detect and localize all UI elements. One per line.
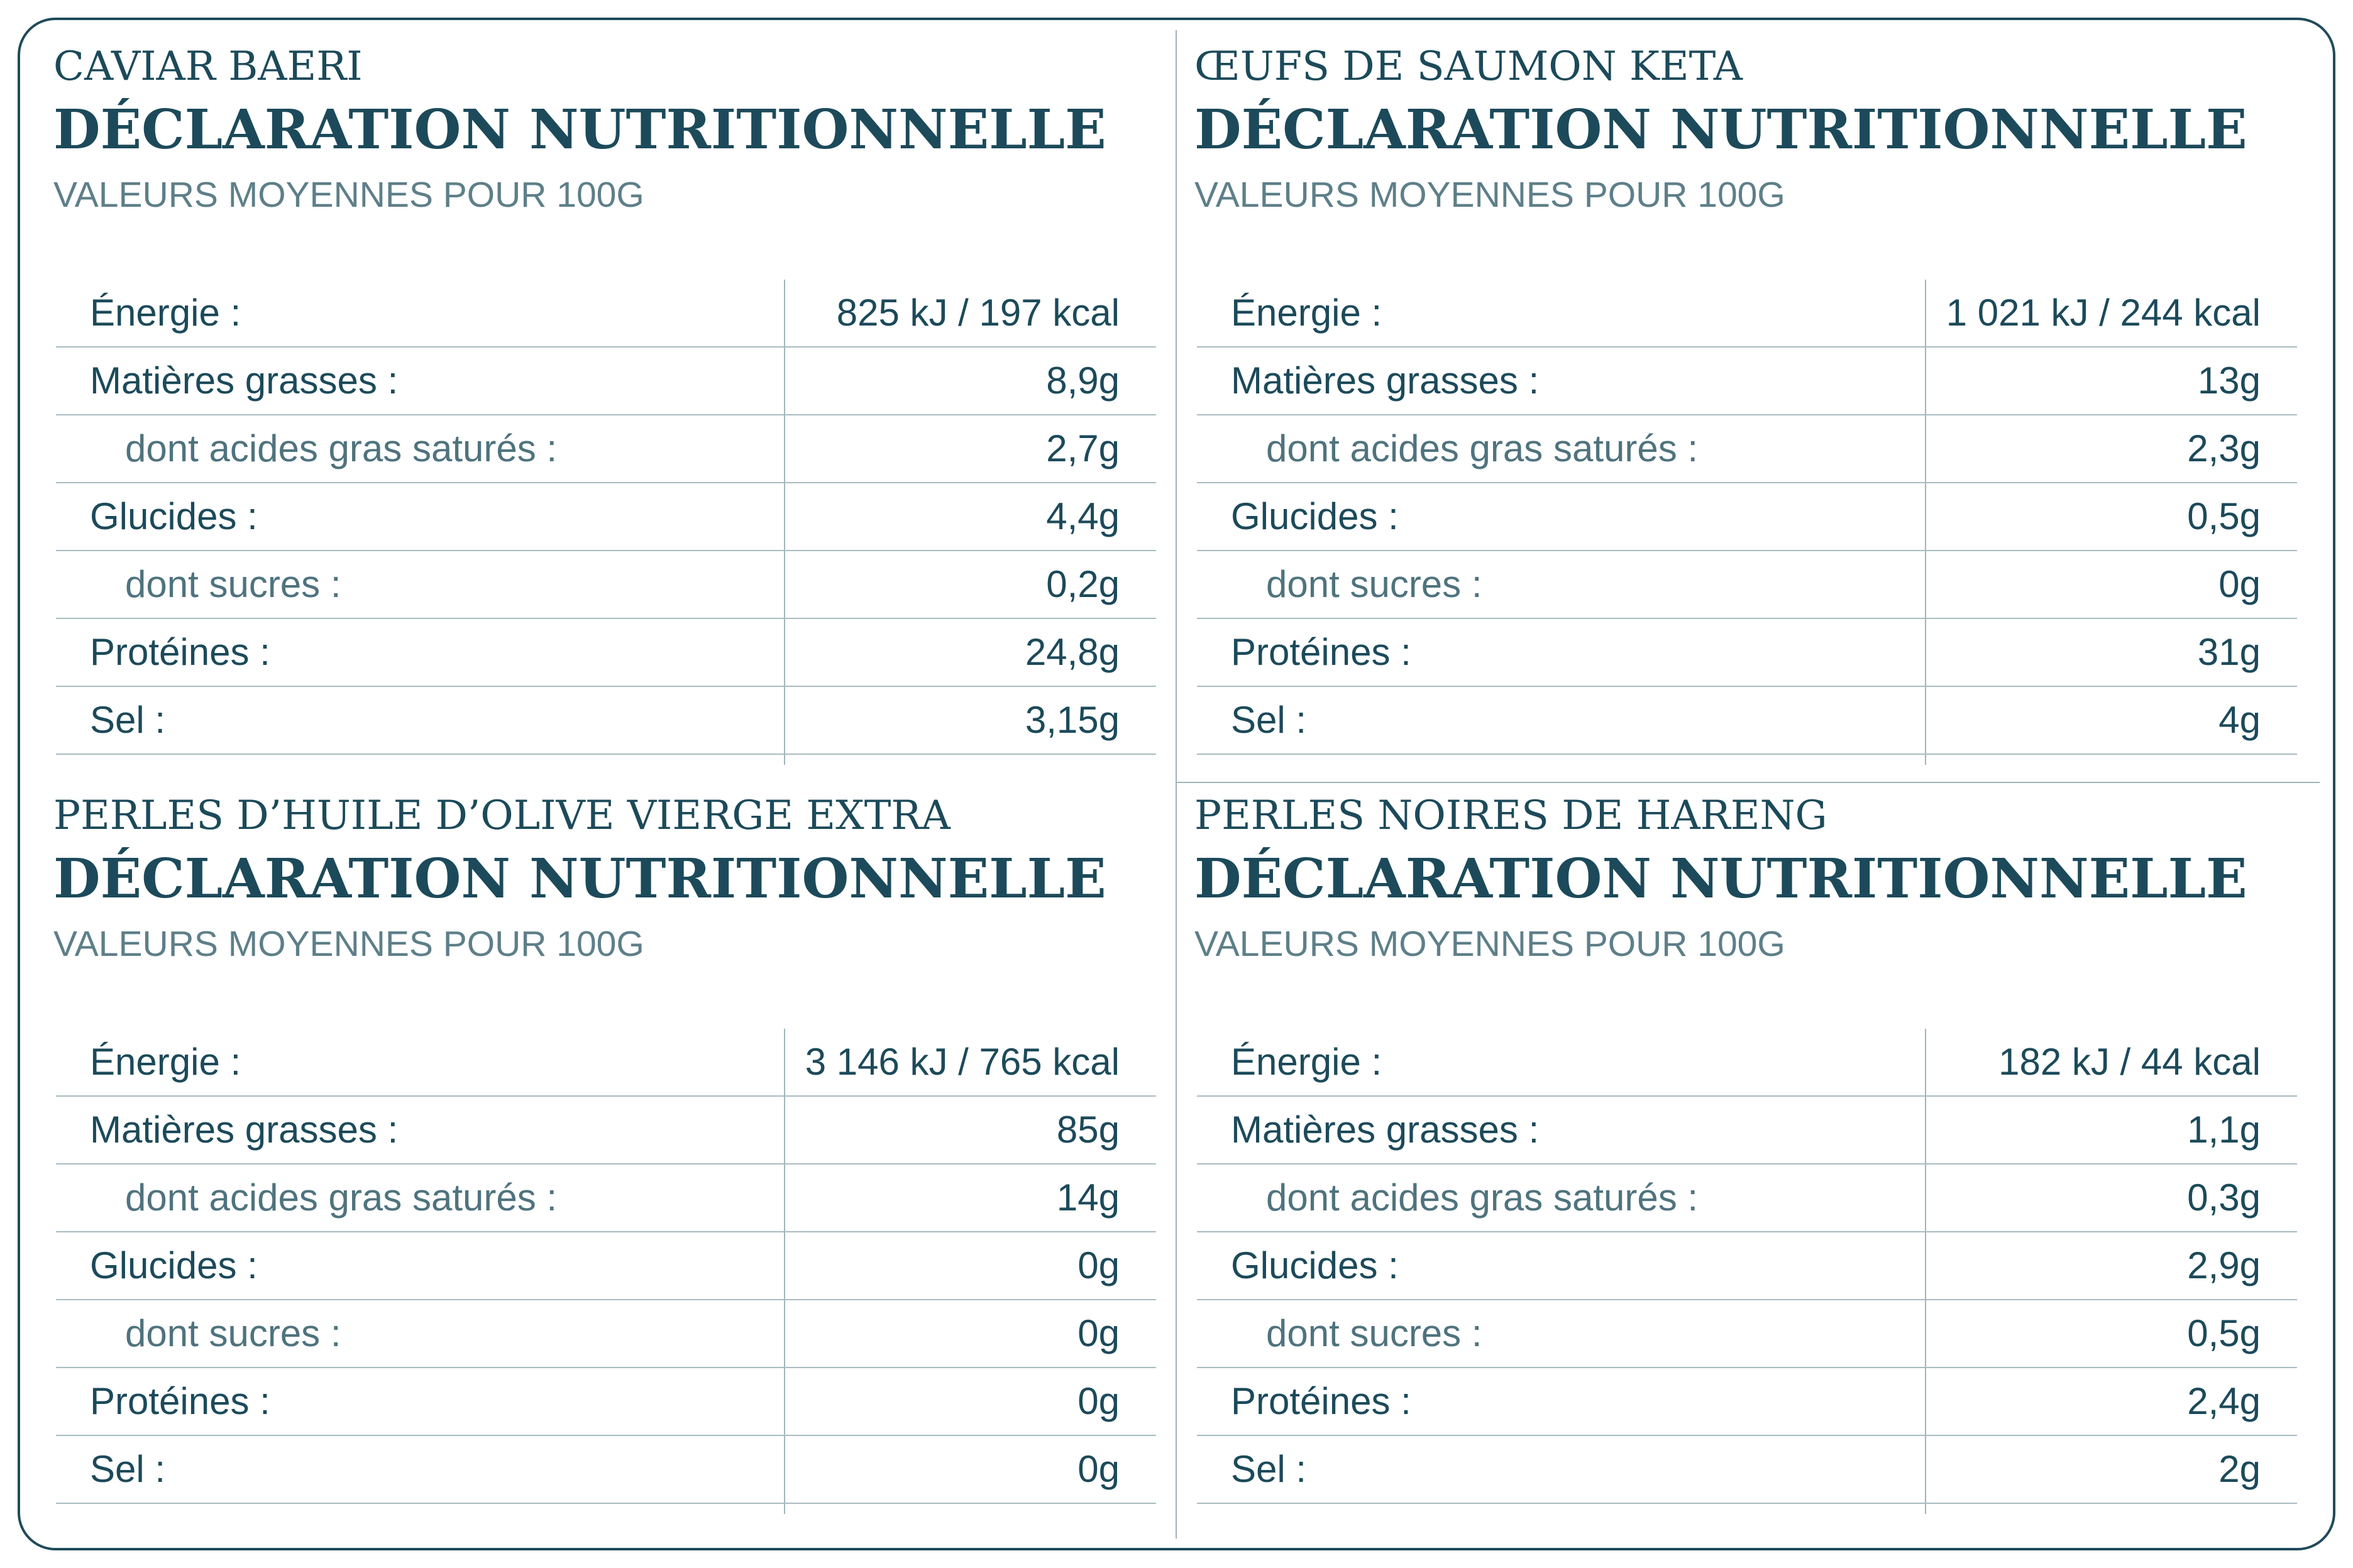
- label-sel: Sel :: [90, 1448, 166, 1490]
- row-acides-gras-satures: [1197, 1165, 2297, 1232]
- label-proteines: Protéines :: [1231, 631, 1411, 673]
- row-sucres: [1197, 1300, 2297, 1368]
- label-acides-gras-satures: dont acides gras saturés :: [1266, 1176, 1699, 1219]
- label-energie: Énergie :: [1231, 1041, 1382, 1083]
- value-proteines: 24,8g: [1025, 631, 1120, 673]
- value-sel: 3,15g: [1025, 699, 1120, 741]
- value-matieres-grasses: 8,9g: [1046, 359, 1120, 402]
- row-sucres: [56, 1300, 1156, 1368]
- declaration-title: DÉCLARATION NUTRITIONNELLE: [1194, 98, 2247, 162]
- row-energie: [1197, 280, 2297, 348]
- label-matieres-grasses: Matières grasses :: [1231, 1109, 1540, 1151]
- panel-caviar-baeri: [53, 38, 1160, 786]
- value-acides-gras-satures: 14g: [1056, 1176, 1120, 1219]
- value-energie: 825 kJ / 197 kcal: [836, 292, 1120, 334]
- value-proteines: 0g: [1077, 1380, 1120, 1422]
- nutrition-table: [56, 280, 1156, 755]
- panel-oeufs-saumon-keta: [1194, 38, 2301, 786]
- value-acides-gras-satures: 2,3g: [2187, 427, 2261, 469]
- row-sel: [1197, 687, 2297, 755]
- value-matieres-grasses: 85g: [1056, 1109, 1120, 1151]
- declaration-title: DÉCLARATION NUTRITIONNELLE: [53, 847, 1106, 911]
- nutrition-table: [56, 1029, 1156, 1504]
- values-subtitle: VALEURS MOYENNES POUR 100G: [1194, 924, 1785, 964]
- value-sel: 0g: [1077, 1448, 1120, 1490]
- row-matieres-grasses: [56, 348, 1156, 415]
- row-sucres: [56, 551, 1156, 619]
- label-energie: Énergie :: [90, 1041, 241, 1083]
- label-proteines: Protéines :: [1231, 1380, 1411, 1422]
- value-sucres: 0g: [2218, 563, 2261, 605]
- row-proteines: [1197, 619, 2297, 687]
- row-acides-gras-satures: [56, 415, 1156, 483]
- panel-perles-huile-olive: [53, 787, 1160, 1535]
- row-glucides: [1197, 1232, 2297, 1300]
- row-acides-gras-satures: [56, 1165, 1156, 1232]
- row-proteines: [1197, 1368, 2297, 1436]
- label-sel: Sel :: [1231, 699, 1307, 741]
- row-sel: [56, 687, 1156, 755]
- label-proteines: Protéines :: [90, 1380, 270, 1422]
- value-matieres-grasses: 1,1g: [2187, 1109, 2261, 1151]
- vertical-divider: [1176, 30, 1177, 1538]
- value-energie: 3 146 kJ / 765 kcal: [805, 1041, 1120, 1083]
- value-glucides: 0,5g: [2187, 495, 2261, 537]
- label-energie: Énergie :: [1231, 292, 1382, 334]
- value-sucres: 0g: [1077, 1312, 1120, 1354]
- value-energie: 182 kJ / 44 kcal: [1998, 1041, 2261, 1083]
- product-name: CAVIAR BAERI: [53, 43, 363, 90]
- row-sel: [56, 1436, 1156, 1504]
- value-energie: 1 021 kJ / 244 kcal: [1946, 292, 2261, 334]
- row-energie: [56, 280, 1156, 348]
- label-glucides: Glucides :: [1231, 1244, 1399, 1286]
- label-matieres-grasses: Matières grasses :: [1231, 359, 1540, 402]
- value-matieres-grasses: 13g: [2197, 359, 2261, 402]
- value-glucides: 0g: [1077, 1244, 1120, 1286]
- declaration-title: DÉCLARATION NUTRITIONNELLE: [53, 98, 1106, 162]
- value-sucres: 0,5g: [2187, 1312, 2261, 1354]
- row-proteines: [56, 619, 1156, 687]
- values-subtitle: VALEURS MOYENNES POUR 100G: [53, 175, 644, 215]
- row-sucres: [1197, 551, 2297, 619]
- declaration-title: DÉCLARATION NUTRITIONNELLE: [1194, 847, 2247, 911]
- label-matieres-grasses: Matières grasses :: [90, 1109, 399, 1151]
- label-glucides: Glucides :: [90, 495, 258, 537]
- row-sel: [1197, 1436, 2297, 1504]
- row-glucides: [56, 483, 1156, 551]
- label-acides-gras-satures: dont acides gras saturés :: [1266, 427, 1699, 469]
- row-matieres-grasses: [56, 1097, 1156, 1165]
- label-sucres: dont sucres :: [1266, 563, 1482, 605]
- row-proteines: [56, 1368, 1156, 1436]
- label-glucides: Glucides :: [1231, 495, 1399, 537]
- nutrition-table: [1197, 280, 2297, 755]
- value-sel: 4g: [2218, 699, 2261, 741]
- value-acides-gras-satures: 2,7g: [1046, 427, 1120, 469]
- row-energie: [56, 1029, 1156, 1097]
- value-proteines: 31g: [2197, 631, 2261, 673]
- label-matieres-grasses: Matières grasses :: [90, 359, 399, 402]
- label-sel: Sel :: [90, 699, 166, 741]
- label-acides-gras-satures: dont acides gras saturés :: [125, 427, 558, 469]
- row-energie: [1197, 1029, 2297, 1097]
- value-proteines: 2,4g: [2187, 1380, 2261, 1422]
- label-sel: Sel :: [1231, 1448, 1307, 1490]
- row-matieres-grasses: [1197, 348, 2297, 415]
- row-glucides: [1197, 483, 2297, 551]
- product-name: ŒUFS DE SAUMON KETA: [1194, 43, 1743, 90]
- nutrition-table: [1197, 1029, 2297, 1504]
- label-sucres: dont sucres :: [125, 563, 341, 605]
- values-subtitle: VALEURS MOYENNES POUR 100G: [53, 924, 644, 964]
- label-glucides: Glucides :: [90, 1244, 258, 1286]
- row-matieres-grasses: [1197, 1097, 2297, 1165]
- product-name: PERLES NOIRES DE HARENG: [1194, 792, 1827, 839]
- value-glucides: 2,9g: [2187, 1244, 2261, 1286]
- panel-perles-noires-hareng: [1194, 787, 2301, 1535]
- row-acides-gras-satures: [1197, 415, 2297, 483]
- label-energie: Énergie :: [90, 292, 241, 334]
- value-sel: 2g: [2218, 1448, 2261, 1490]
- label-sucres: dont sucres :: [125, 1312, 341, 1354]
- label-proteines: Protéines :: [90, 631, 270, 673]
- label-acides-gras-satures: dont acides gras saturés :: [125, 1176, 558, 1219]
- value-acides-gras-satures: 0,3g: [2187, 1176, 2261, 1219]
- row-glucides: [56, 1232, 1156, 1300]
- product-name: PERLES D’HUILE D’OLIVE VIERGE EXTRA: [53, 792, 951, 839]
- value-sucres: 0,2g: [1046, 563, 1120, 605]
- value-glucides: 4,4g: [1046, 495, 1120, 537]
- label-sucres: dont sucres :: [1266, 1312, 1482, 1354]
- values-subtitle: VALEURS MOYENNES POUR 100G: [1194, 175, 1785, 215]
